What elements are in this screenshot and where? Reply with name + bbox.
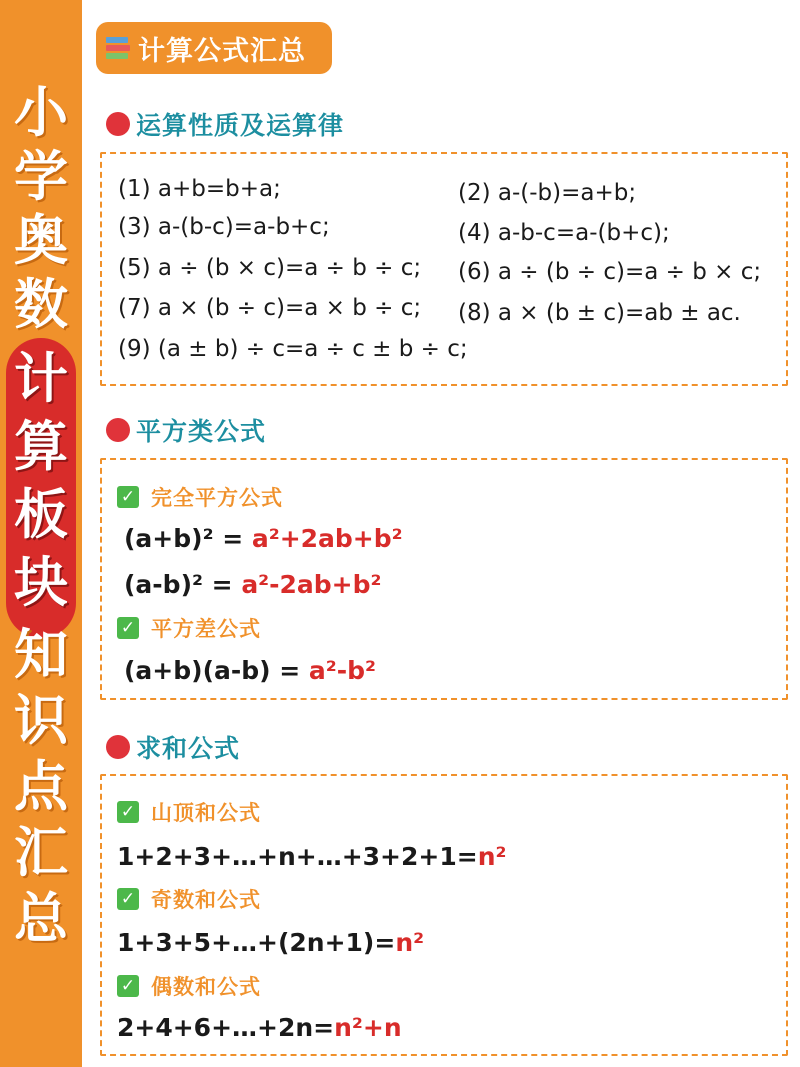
formula-line [124, 524, 403, 553]
formula-item: (9) (a ± b) ÷ c=a ÷ c ± b ÷ c; [118, 336, 468, 362]
checkmark-icon: ✓ [117, 888, 139, 910]
subheading-label: 山顶和公式 [151, 801, 261, 825]
checkmark-icon: ✓ [117, 801, 139, 823]
section-heading-sum [106, 729, 240, 765]
sidebar-char: 算 [14, 415, 68, 478]
checkmark-icon: ✓ [117, 486, 139, 508]
formula-left: 1+3+5+…+(2n+1)= [117, 928, 396, 957]
formula-line [117, 842, 506, 871]
sidebar [0, 0, 82, 1067]
section-heading-ops [106, 106, 344, 142]
subheading-label: 偶数和公式 [151, 975, 261, 999]
formula-result: a²-2ab+b² [241, 570, 382, 599]
section-title: 平方类公式 [136, 417, 267, 446]
formula-line [117, 1013, 402, 1042]
checkmark-icon: ✓ [117, 975, 139, 997]
formula-result: a²+2ab+b² [251, 524, 403, 553]
bullet-dot-icon [106, 735, 130, 759]
formula-item: (5) a ÷ (b × c)=a ÷ b ÷ c; [118, 255, 422, 281]
sidebar-char: 汇 [14, 821, 68, 884]
formula-left: (a+b)² = [124, 524, 252, 553]
sidebar-char: 块 [14, 551, 68, 614]
formula-item: (6) a ÷ (b ÷ c)=a ÷ b × c; [458, 259, 762, 285]
page-title: 计算公式汇总 [138, 35, 306, 67]
checkmark-icon: ✓ [117, 617, 139, 639]
subheading-peak-sum [117, 797, 261, 827]
formula-item: (8) a × (b ± c)=ab ± ac. [458, 300, 741, 326]
formula-result: n² [477, 842, 507, 871]
formula-result: n²+n [334, 1013, 402, 1042]
subheading-label: 完全平方公式 [151, 486, 283, 510]
subheading-perfect-square [117, 482, 283, 512]
subheading-label: 平方差公式 [151, 617, 261, 641]
sidebar-char: 总 [14, 887, 68, 950]
formula-left: (a-b)² = [124, 570, 242, 599]
sidebar-char: 点 [14, 755, 68, 818]
bullet-dot-icon [106, 418, 130, 442]
formula-line [117, 928, 424, 957]
section-heading-square [106, 412, 266, 448]
section-title: 求和公式 [136, 734, 241, 763]
subheading-odd-sum [117, 884, 261, 914]
formula-item: (2) a-(-b)=a+b; [458, 180, 637, 206]
formula-left: 2+4+6+…+2n= [117, 1013, 335, 1042]
formula-line [124, 570, 381, 599]
sidebar-char: 数 [14, 273, 68, 336]
formula-result: a²-b² [308, 656, 376, 685]
formula-item: (7) a × (b ÷ c)=a × b ÷ c; [118, 295, 422, 321]
sidebar-char: 学 [14, 145, 68, 208]
formula-line [124, 656, 376, 685]
books-icon [106, 35, 132, 61]
sidebar-char: 板 [14, 483, 68, 546]
sidebar-char: 小 [14, 81, 68, 144]
sidebar-char: 计 [14, 347, 68, 410]
page-title-tag [96, 22, 332, 74]
formula-item: (1) a+b=b+a; [118, 176, 281, 202]
subheading-difference-squares [117, 613, 261, 643]
formula-left: (a+b)(a-b) = [124, 656, 309, 685]
formula-result: n² [395, 928, 425, 957]
subheading-label: 奇数和公式 [151, 888, 261, 912]
sidebar-char: 奥 [14, 209, 68, 272]
bullet-dot-icon [106, 112, 130, 136]
sidebar-char: 识 [14, 689, 68, 752]
section-title: 运算性质及运算律 [136, 111, 345, 140]
sidebar-char: 知 [14, 623, 68, 686]
formula-item: (3) a-(b-c)=a-b+c; [118, 214, 330, 240]
subheading-even-sum [117, 971, 261, 1001]
formula-item: (4) a-b-c=a-(b+c); [458, 220, 670, 246]
formula-left: 1+2+3+…+n+…+3+2+1= [117, 842, 478, 871]
